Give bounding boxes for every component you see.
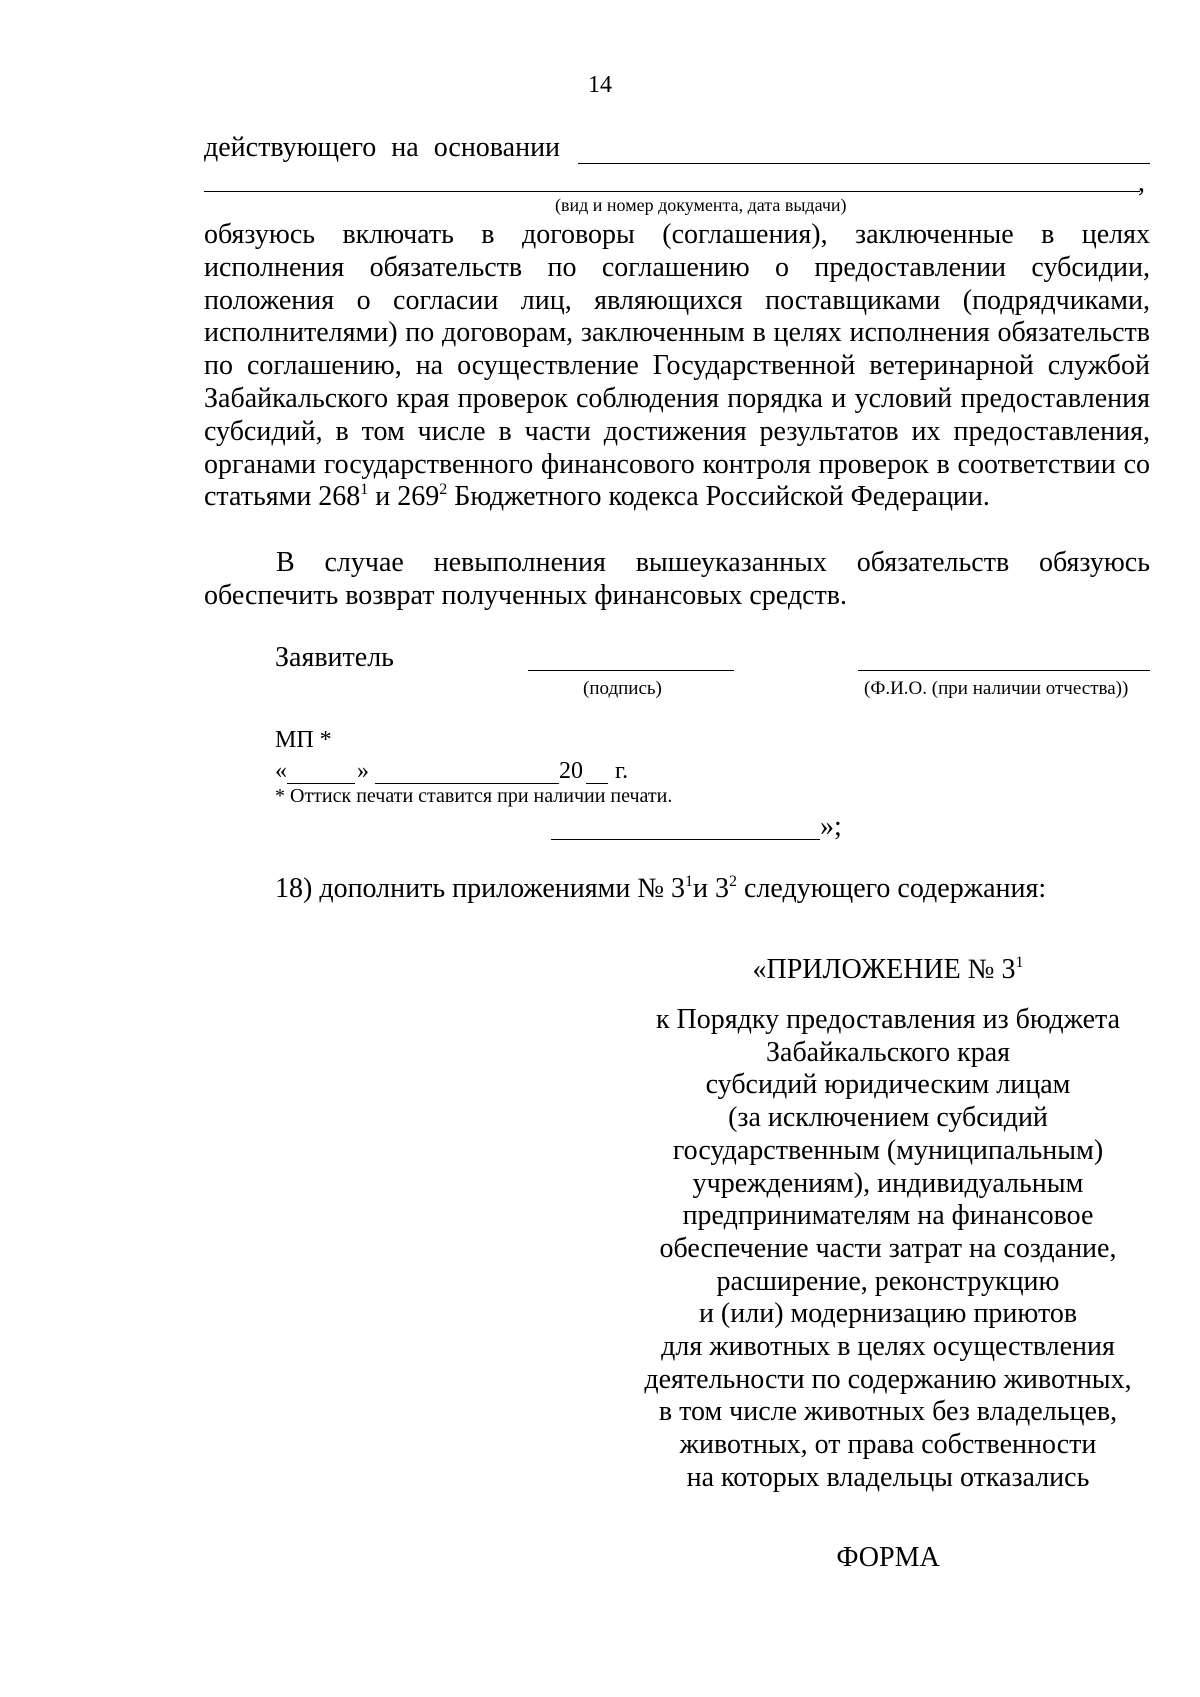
date-year-suffix: г. [615, 758, 629, 784]
signature-caption: (подпись) [583, 678, 662, 699]
appendix-line: обеспечение части затрат на создание, [659, 1232, 1117, 1264]
basis-caption: (вид и номер документа, дата выдачи) [555, 195, 847, 215]
appendix-title-text: «ПРИЛОЖЕНИЕ № 3 [752, 954, 1016, 985]
appendix-line: учреждениям), индивидуальным [692, 1167, 1084, 1199]
date-close-quote: » [357, 758, 369, 784]
item-18 [275, 873, 1046, 905]
stamp-note: * Оттиск печати ставится при наличии печати. [275, 785, 673, 807]
item-18-text-1: 18) дополнить приложениями № 3 [275, 873, 686, 904]
appendix-line: к Порядку предоставления из бюджета [655, 1004, 1121, 1035]
appendix-title-sup: 1 [1015, 954, 1024, 971]
date-year-prefix: 20 [559, 758, 583, 784]
form-label: ФОРМА [836, 1542, 940, 1573]
basis-fill-line [578, 137, 1150, 164]
appendix-line: на которых владельцы отказались [686, 1461, 1090, 1493]
appendix-description [618, 1004, 1158, 1495]
basis-label: действующего на основании [204, 132, 561, 163]
return-paragraph: В случае невыполнения вышеуказанных обязательств обязуюсь обеспечить возврат полученных финансовых средств. [204, 547, 1150, 611]
applicant-label: Заявитель [275, 642, 394, 673]
appendix-line: и (или) модернизацию приютов [698, 1298, 1078, 1330]
appendix-line: для животных в целях осуществления [661, 1331, 1115, 1363]
date-year-line [586, 783, 608, 784]
obligation-text-1: обязуюсь включать в договоры (соглашения), заключенные в целях исполнения обязательств по соглашению о предоставлении субсидии, положения о согласии лиц, являющихся поставщиками (подрядчиками, исполнителями) по договорам, заключенным в целях исполнения обязательств по соглашению, на осуществление Государственной ветеринарной службой Забайкальского края проверок соблюдения порядка и условий предоставления субсидий, в том числе в части достижения результатов их предоставления, органами государственного финансового контроля проверок в соответствии со статьями 268 [204, 219, 1150, 513]
item-18-sup-2: 2 [729, 873, 738, 890]
appendix-line: расширение, реконструкцию [716, 1265, 1060, 1297]
appendix-line: в том числе животных без владельцев, [658, 1396, 1118, 1428]
date-month-line [375, 783, 559, 784]
obligation-text-2: и 269 [368, 481, 440, 513]
date-open-quote: « [275, 758, 287, 784]
appendix-title [618, 954, 1158, 987]
page-number: 14 [588, 72, 612, 98]
signature-line [528, 670, 734, 671]
basis-second-line [204, 191, 1140, 192]
closing-mark: »; [820, 811, 842, 842]
appendix-line: (за исключением субсидий [728, 1102, 1048, 1134]
obligation-sup-1: 1 [360, 481, 369, 499]
date-day-line [287, 783, 355, 784]
stamp-label: МП * [275, 727, 332, 753]
obligation-text-3: Бюджетного кодекса Российской Федерации. [447, 481, 990, 513]
fio-line [858, 670, 1150, 671]
appendix-line: предпринимателям на финансовое [682, 1200, 1094, 1232]
obligation-paragraph [204, 219, 1150, 514]
closing-line [551, 839, 820, 840]
appendix-line: деятельности по содержанию животных, [644, 1363, 1132, 1395]
appendix-line: государственным (муниципальным) [672, 1134, 1104, 1166]
item-18-text-3: следующего содержания: [737, 873, 1047, 904]
appendix-line: субсидий юридическим лицам [705, 1069, 1071, 1101]
item-18-text-2: и 3 [693, 873, 730, 904]
item-18-sup-1: 1 [685, 873, 694, 890]
fio-caption: (Ф.И.О. (при наличии отчества)) [864, 678, 1129, 699]
obligation-sup-2: 2 [439, 481, 448, 499]
appendix-line: Забайкальского края [765, 1036, 1010, 1068]
appendix-line: животных, от права собственности [679, 1429, 1097, 1461]
basis-comma: , [1138, 167, 1145, 198]
basis-line [204, 131, 1150, 164]
